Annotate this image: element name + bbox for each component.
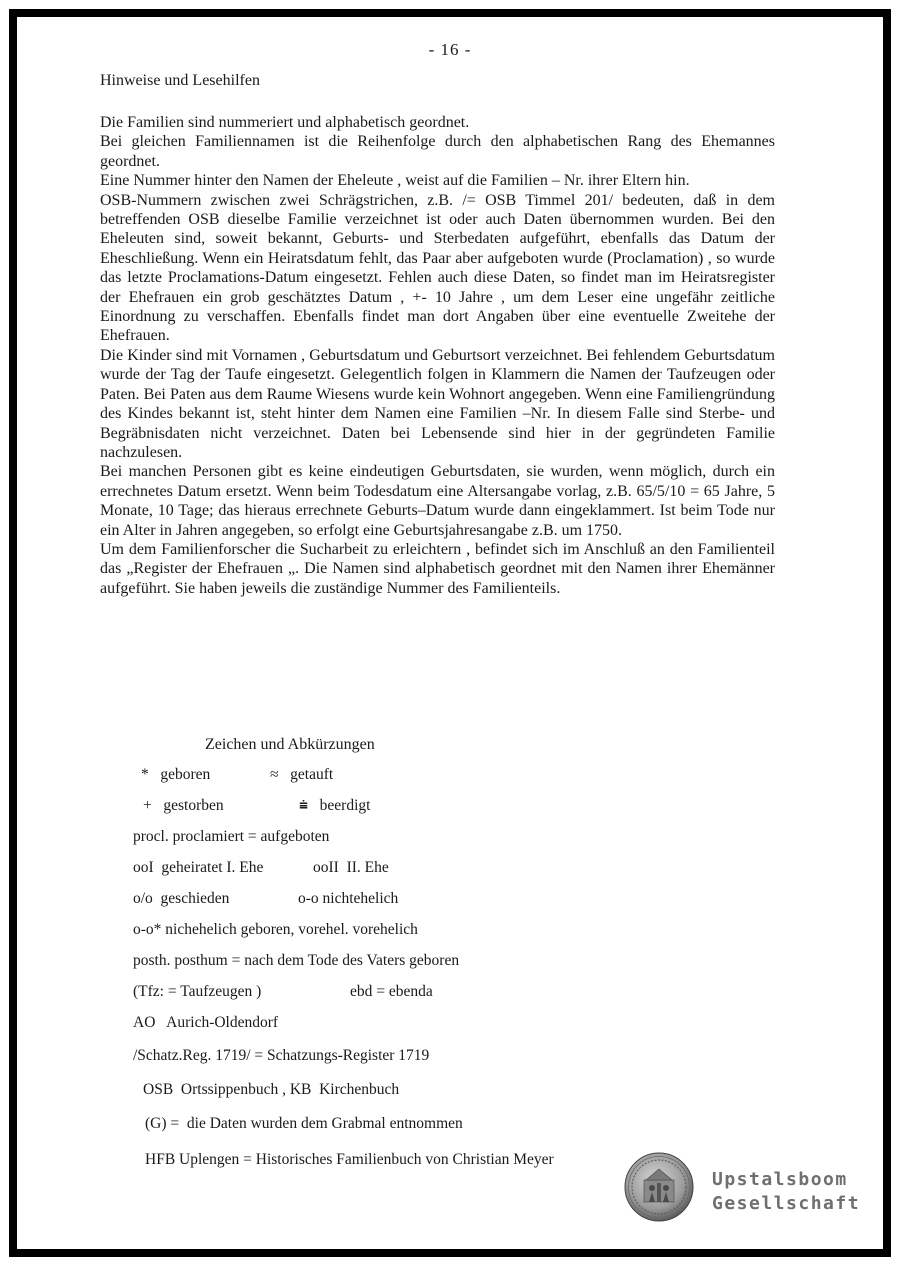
legend-row bbox=[133, 890, 653, 921]
legend bbox=[133, 766, 653, 1178]
page-number: - 16 - bbox=[428, 40, 472, 59]
paragraph: Bei gleichen Familiennamen ist die Reihenfolge durch den alphabetischen Rang des Ehemannes geordnet. bbox=[100, 133, 775, 170]
paragraph: Um dem Familienforscher die Sucharbeit zu erleichtern , befindet sich im Anschluß an den Familienteil das „Register der Ehefrauen „. Die Namen sind alphabetisch geordnet mit den Namen ihrer Ehemänner aufgeführt. Sie haben jeweils die zuständige Nummer des Familienteils. bbox=[100, 540, 775, 597]
legend-term: ≈ getauft bbox=[270, 766, 334, 783]
legend-row bbox=[133, 952, 653, 983]
paragraph: Die Familien sind nummeriert und alphabetisch geordnet. bbox=[100, 114, 470, 131]
legend-term: posth. posthum = nach dem Tode des Vaters geboren bbox=[133, 952, 460, 969]
legend-row bbox=[133, 797, 653, 828]
society-name-line: Gesellschaft bbox=[712, 1193, 861, 1214]
paragraph: Bei manchen Personen gibt es keine eindeutigen Geburtsdaten, sie wurden, wenn möglich, durch ein errechnetes Datum ersetzt. Wenn beim Todesdatum eine Altersangabe vorlag, z.B. 65/5/10 = 65 Jahre, 5 Monate, 10 Tage; das hieraus errechnete Geburts–Datum wurde dann eingeklammert. Ist beim Tode nur ein Alter in Jahren angegeben, so erfolgt eine Geburtsjahresangabe z.B. um 1750. bbox=[100, 463, 775, 539]
paragraph: Eine Nummer hinter den Namen der Eheleute , weist auf die Familien – Nr. ihrer Eltern hin. bbox=[100, 172, 690, 190]
section-heading: Hinweise und Lesehilfen bbox=[100, 72, 260, 89]
legend-term: AO Aurich-Oldendorf bbox=[133, 1014, 279, 1031]
legend-row bbox=[133, 859, 653, 890]
legend-term: HFB Uplengen = Historisches Familienbuch von Christian Meyer bbox=[145, 1151, 554, 1168]
legend-row bbox=[133, 1045, 653, 1079]
legend-term: o/o geschieden bbox=[133, 890, 230, 907]
body-text bbox=[100, 113, 775, 598]
seal-icon bbox=[624, 1152, 694, 1222]
legend-term: /Schatz.Reg. 1719/ = Schatzungs-Register 1719 bbox=[133, 1047, 430, 1064]
legend-row bbox=[133, 1014, 653, 1045]
legend-term: ebd = ebenda bbox=[350, 983, 433, 1000]
society-name bbox=[712, 1168, 860, 1216]
legend-term: o-o nichtehelich bbox=[298, 890, 399, 907]
legend-row bbox=[133, 921, 653, 952]
legend-term: * geboren bbox=[141, 766, 211, 783]
legend-term: (G) = die Daten wurden dem Grabmal entnommen bbox=[145, 1115, 463, 1132]
legend-term: OSB Ortssippenbuch , KB Kirchenbuch bbox=[143, 1081, 400, 1098]
legend-term: ooII II. Ehe bbox=[313, 859, 389, 876]
legend-row bbox=[133, 1113, 653, 1147]
legend-row bbox=[133, 1147, 653, 1178]
legend-row bbox=[133, 766, 653, 797]
legend-term: (Tfz: = Taufzeugen ) bbox=[133, 983, 262, 1000]
society-name-line: Upstalsboom bbox=[712, 1169, 848, 1190]
paragraph: OSB-Nummern zwischen zwei Schrägstrichen, z.B. /= OSB Timmel 201/ bedeuten, daß in dem betreffenden OSB dieselbe Familie verzeichnet ist oder auch Daten übernommen wurden. Bei den Eheleuten sind, soweit bekannt, Geburts- und Sterbedaten aufgeführt, ebenfalls das Datum der Eheschließung. Wenn ein Heiratsdatum fehlt, das Paar aber aufgeboten wurde (Proclamation) , so wurde das letzte Proclamations-Datum eingesetzt. Fehlen auch diese Daten, so findet man im Heiratsregister der Ehefrauen ein grob geschätztes Datum , +- 10 Jahre , um dem Leser eine ungefähr zeitliche Einordnung zu verschaffen. Ebenfalls findet man dort Angaben über eine eventuelle Zweitehe der Ehefrauen. bbox=[100, 191, 775, 345]
legend-title: Zeichen und Abkürzungen bbox=[205, 736, 375, 753]
legend-term: ooI geheiratet I. Ehe bbox=[133, 859, 264, 876]
legend-term: + gestorben bbox=[143, 797, 224, 814]
legend-term: o-o* nichehelich geboren, vorehel. vorehelich bbox=[133, 921, 418, 938]
legend-row bbox=[133, 828, 653, 859]
legend-row bbox=[133, 1079, 653, 1113]
legend-row bbox=[133, 983, 653, 1014]
legend-term: ⩧ beerdigt bbox=[299, 797, 371, 814]
legend-term: procl. proclamiert = aufgeboten bbox=[133, 828, 330, 845]
paragraph: Die Kinder sind mit Vornamen , Geburtsdatum und Geburtsort verzeichnet. Bei fehlendem Geburtsdatum wurde der Tag der Taufe eingesetzt. Gelegentlich folgen in Klammern die Namen der Taufzeugen oder Paten. Bei Paten aus dem Raume Wiesens wurde kein Wohnort angegeben. Wenn eine Familiengründung des Kindes bekannt ist, steht hinter dem Namen eine Familien –Nr. In diesem Falle sind Sterbe- und Begräbnisdaten nicht verzeichnet. Daten bei Lebensende sind hier in der gegründeten Familie nachzulesen. bbox=[100, 346, 775, 461]
